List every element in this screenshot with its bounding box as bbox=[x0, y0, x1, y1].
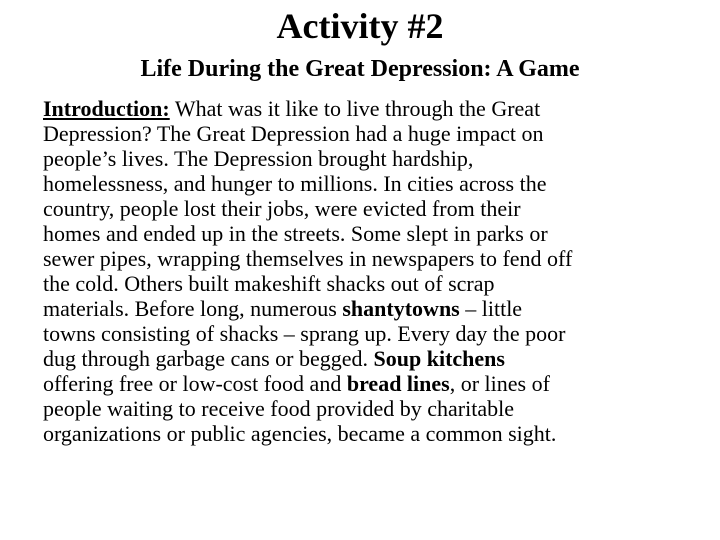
text-line bbox=[43, 96, 683, 121]
text-segment: dug through garbage cans or begged. bbox=[43, 346, 374, 371]
text-line: Depression? The Great Depression had a huge impact on bbox=[43, 121, 544, 146]
text-segment: materials. Before long, numerous bbox=[43, 296, 343, 321]
text-line: the cold. Others built makeshift shacks out of scrap bbox=[43, 271, 495, 296]
text-segment: offering free or low-cost food and bbox=[43, 371, 347, 396]
page-subtitle: Life During the Great Depression: A Game bbox=[140, 56, 580, 82]
text-line bbox=[43, 346, 683, 371]
text-line: people’s lives. The Depression brought hardship, bbox=[43, 146, 474, 171]
term-shantytowns: shantytowns bbox=[342, 296, 460, 321]
introduction-label: Introduction: bbox=[43, 96, 170, 121]
text-line: towns consisting of shacks – sprang up. Every day the poor bbox=[43, 321, 566, 346]
introduction-paragraph bbox=[43, 96, 683, 446]
term-soup-kitchens: Soup kitchens bbox=[373, 346, 505, 371]
text-line bbox=[43, 296, 683, 321]
text-segment: , or lines of bbox=[449, 371, 550, 396]
text-line: homes and ended up in the streets. Some slept in parks or bbox=[43, 221, 548, 246]
text-line: country, people lost their jobs, were evicted from their bbox=[43, 196, 521, 221]
page-title: Activity #2 bbox=[276, 6, 444, 46]
text-line: sewer pipes, wrapping themselves in newspapers to fend off bbox=[43, 246, 573, 271]
text-line: people waiting to receive food provided by charitable bbox=[43, 396, 514, 421]
text-segment: – little bbox=[459, 296, 523, 321]
text-line bbox=[43, 371, 683, 396]
text-line: homelessness, and hunger to millions. In cities across the bbox=[43, 171, 547, 196]
text-line: organizations or public agencies, became a common sight. bbox=[43, 421, 557, 446]
text-segment: What was it like to live through the Great bbox=[169, 96, 541, 121]
term-bread-lines: bread lines bbox=[346, 371, 450, 396]
